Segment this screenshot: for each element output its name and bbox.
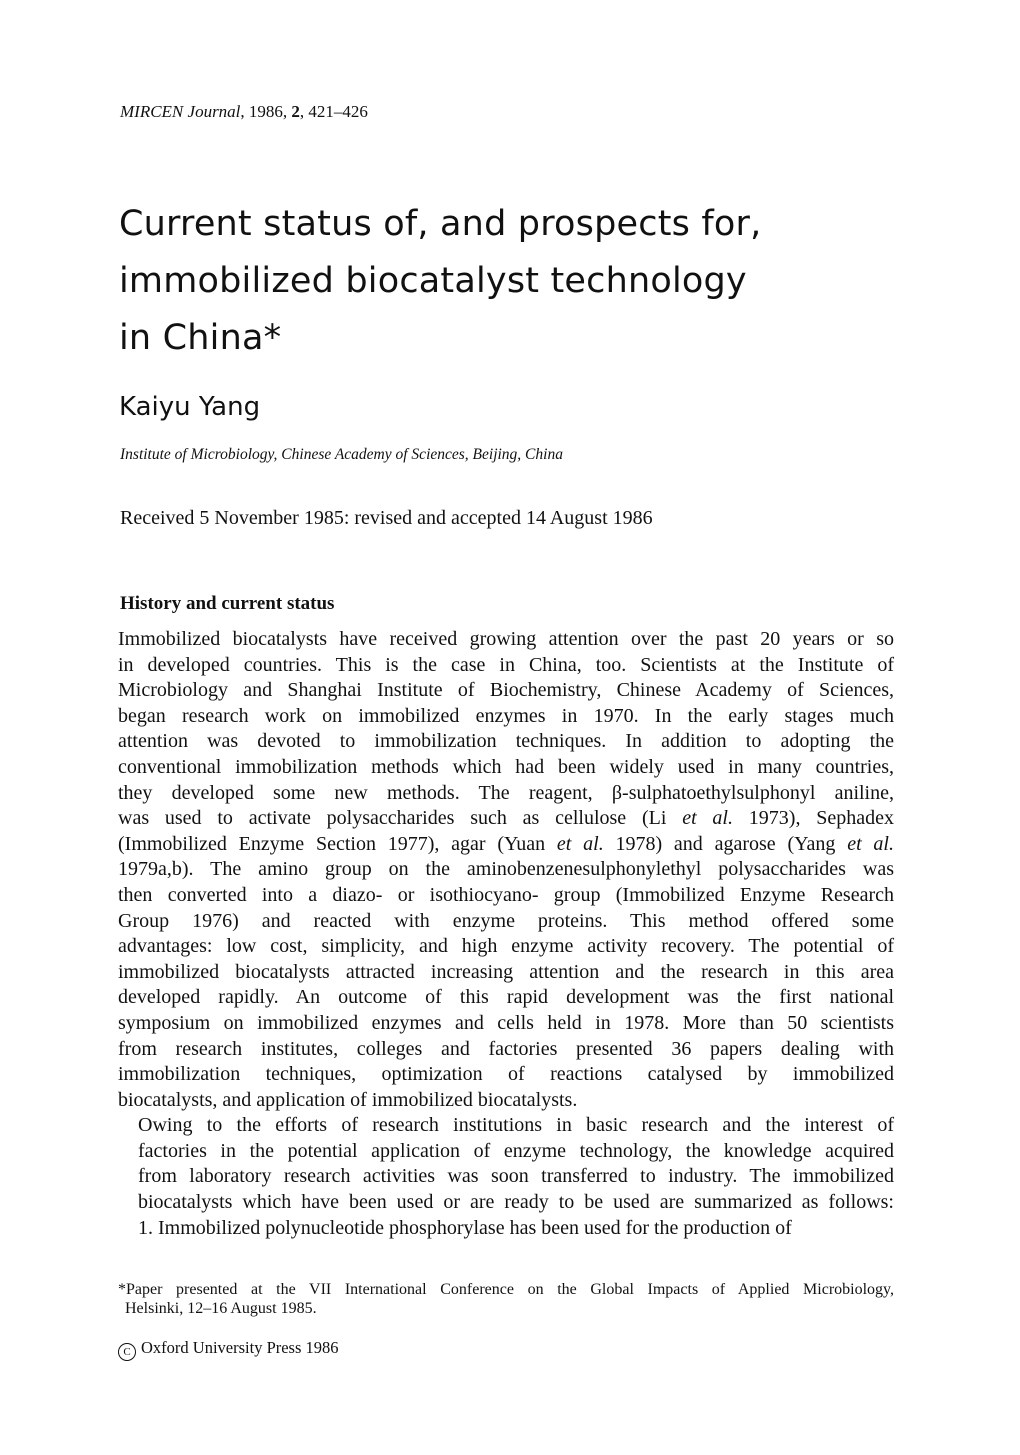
text-line: factories in the potential application of enzyme technology, the knowledge acquired	[138, 1139, 894, 1162]
copyright-text: Oxford University Press 1986	[141, 1338, 339, 1357]
text-line: they developed some new methods. The reagent, β-sulphatoethylsulphonyl aniline,	[118, 781, 894, 804]
footnote-line: *Paper presented at the VII International Conference on the Global Impacts of Applied Microbiology,	[118, 1281, 894, 1298]
text-line: in developed countries. This is the case in China, too. Scientists at the Institute of	[118, 653, 894, 676]
text-line: biocatalysts, and application of immobilized biocatalysts.	[118, 1088, 578, 1111]
paragraph-1	[118, 627, 894, 1113]
received-dates: Received 5 November 1985: revised and accepted 14 August 1986	[120, 507, 653, 529]
text-line: biocatalysts which have been used or are ready to be used are summarized as follows:	[138, 1191, 894, 1214]
author-name: Kaiyu Yang	[119, 392, 261, 422]
journal-volume: 2	[291, 102, 300, 121]
section-heading: History and current status	[120, 593, 335, 614]
journal-name: MIRCEN Journal	[120, 102, 241, 121]
footnote	[118, 1280, 894, 1318]
title-line: Current status of, and prospects for,	[119, 204, 762, 244]
text-line: symposium on immobilized enzymes and cells held in 1978. More than 50 scientists	[118, 1011, 894, 1034]
text-line: 1979a,b). The amino group on the aminobenzenesulphonylethyl polysaccharides was	[118, 858, 894, 881]
paragraph-2	[118, 1113, 894, 1241]
title-line: immobilized biocatalyst technology	[119, 261, 747, 301]
text-line: Owing to the efforts of research institutions in basic research and the interest of	[138, 1114, 894, 1137]
journal-year: , 1986,	[240, 102, 292, 121]
text-line: attention was devoted to immobilization techniques. In addition to adopting the	[118, 730, 894, 753]
author-affiliation: Institute of Microbiology, Chinese Academy of Sciences, Beijing, China	[120, 446, 563, 463]
text-line: Immobilized biocatalysts have received growing attention over the past 20 years or so	[118, 628, 894, 650]
journal-pages: , 421–426	[299, 102, 368, 121]
text-line: Microbiology and Shanghai Institute of Biochemistry, Chinese Academy of Sciences,	[118, 679, 894, 702]
journal-citation	[120, 102, 368, 122]
text-line: was used to activate polysaccharides such as cellulose (Li et al. 1973), Sephadex	[118, 807, 894, 830]
text-line: 1. Immobilized polynucleotide phosphorylase has been used for the production of	[138, 1216, 792, 1239]
text-line: then converted into a diazo- or isothiocyano- group (Immobilized Enzyme Research	[118, 883, 894, 906]
body-text	[118, 627, 894, 1241]
text-line: immobilization techniques, optimization of reactions catalysed by immobilized	[118, 1063, 894, 1086]
text-line: conventional immobilization methods which had been widely used in many countries,	[118, 755, 894, 778]
article-title	[119, 196, 879, 367]
footnote-line: Helsinki, 12–16 August 1985.	[125, 1300, 317, 1317]
text-line: (Immobilized Enzyme Section 1977), agar (Yuan et al. 1978) and agarose (Yang et al.	[118, 832, 894, 855]
text-line: began research work on immobilized enzymes in 1970. In the early stages much	[118, 704, 894, 727]
text-line: advantages: low cost, simplicity, and high enzyme activity recovery. The potential of	[118, 935, 894, 958]
copyright-icon: C	[118, 1343, 136, 1361]
text-line: immobilized biocatalysts attracted increasing attention and the research in this area	[118, 960, 894, 983]
text-line: developed rapidly. An outcome of this rapid development was the first national	[118, 986, 894, 1009]
title-line: in China*	[119, 318, 282, 358]
text-line: from laboratory research activities was soon transferred to industry. The immobilized	[138, 1165, 894, 1188]
copyright	[118, 1338, 339, 1361]
text-line: from research institutes, colleges and factories presented 36 papers dealing with	[118, 1037, 894, 1060]
text-line: Group 1976) and reacted with enzyme proteins. This method offered some	[118, 909, 894, 932]
